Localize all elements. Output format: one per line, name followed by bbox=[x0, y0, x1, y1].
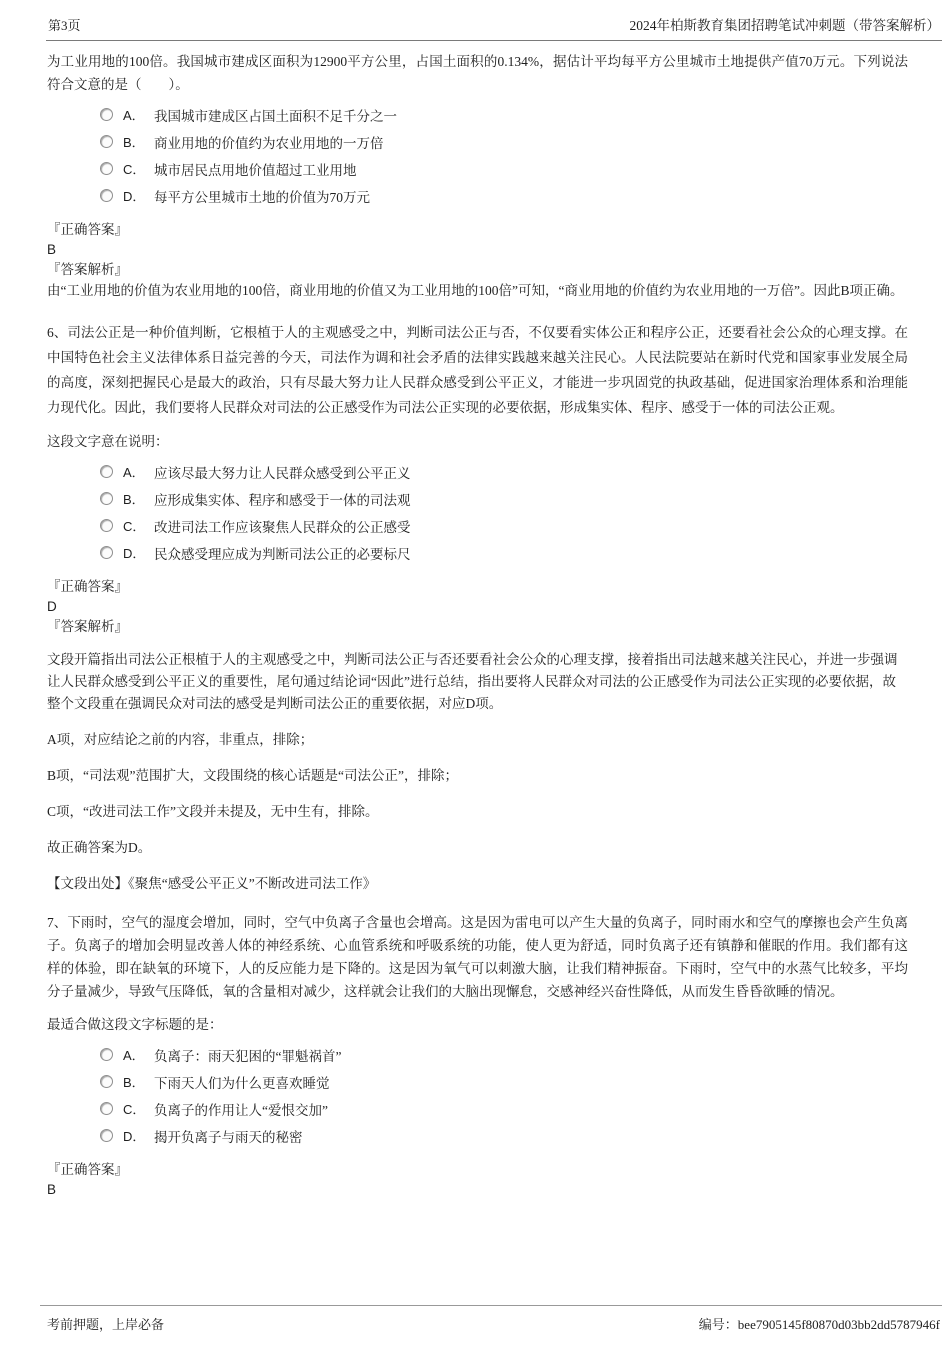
option-text: 应该尽最大努力让人民群众感受到公平正义 bbox=[154, 465, 411, 481]
question-6-analysis bbox=[47, 649, 908, 895]
footer-serial bbox=[699, 1314, 940, 1333]
analysis-paragraph: 文段开篇指出司法公正根植于人的主观感受之中，判断司法公正与否还要看社会公众的心理支撑，接着指出司法越来越关注民心，并进一步强调让人民群众感受到公平正义的重要性，尾句通过结论词“因此”进行总结，指出要将人民群众对司法的公正感受作为司法公正实现的必要依据，故整个文段重在强调民众对司法的感受是判断司法公正的重要依据，对应D项。 bbox=[47, 652, 898, 711]
option-label: C． bbox=[123, 519, 146, 534]
page-header bbox=[46, 0, 942, 41]
question-6-options bbox=[100, 458, 908, 566]
question-7-text: 7、下雨时，空气的湿度会增加，同时，空气中负离子含量也会增高。这是因为雷电可以产生大量的负离子，同时雨水和空气的摩擦也会产生负离子。负离子的增加会明显改善人体的神经系统、心血管系统和呼吸系统的功能，使人更为舒适，同时负离子还有镇静和催眠的作用。我们都有这样的体验，即在缺氧的环境下，人的反应能力是下降的。这是因为氧气可以刺激大脑，让我们精神振奋。下雨时，空气中的水蒸气比较多，平均分子量减少，导致气压降低，氧的含量相对减少，这样就会让我们的大脑出现懈怠，交感神经兴奋性降低，从而发生昏昏欲睡的情况。 bbox=[47, 915, 908, 999]
option-label: B． bbox=[123, 1075, 145, 1090]
option-row bbox=[100, 1041, 908, 1068]
option-row bbox=[100, 1122, 908, 1149]
option-text: 应形成集实体、程序和感受于一体的司法观 bbox=[154, 492, 411, 508]
option-text: 商业用地的价值约为农业用地的一万倍 bbox=[154, 135, 384, 151]
option-label: A． bbox=[123, 108, 145, 123]
analysis-label: 『答案解析』 bbox=[47, 262, 128, 277]
correct-answer-value: B bbox=[47, 1182, 57, 1197]
correct-answer-value: B bbox=[47, 242, 57, 257]
option-text: 下雨天人们为什么更喜欢睡觉 bbox=[154, 1075, 330, 1091]
option-text: 揭开负离子与雨天的秘密 bbox=[154, 1129, 303, 1145]
option-label: D． bbox=[123, 546, 146, 561]
correct-answer-value: D bbox=[47, 599, 57, 614]
correct-answer-label: 『正确答案』 bbox=[47, 579, 128, 594]
radio-icon[interactable] bbox=[100, 162, 113, 175]
document-title: 2024年柏斯教育集团招聘笔试冲刺题（带答案解析） bbox=[629, 18, 940, 33]
option-text: 改进司法工作应该聚焦人民群众的公正感受 bbox=[154, 519, 411, 535]
question-5-options bbox=[100, 101, 908, 209]
option-label: A． bbox=[123, 465, 145, 480]
option-text: 负离子：雨天犯困的“罪魁祸首” bbox=[154, 1048, 342, 1064]
option-label: D． bbox=[123, 1129, 146, 1144]
page-footer bbox=[40, 1305, 942, 1333]
correct-answer-label: 『正确答案』 bbox=[47, 222, 128, 237]
radio-icon[interactable] bbox=[100, 1129, 113, 1142]
analysis-label: 『答案解析』 bbox=[47, 619, 128, 634]
option-row bbox=[100, 101, 908, 128]
option-row bbox=[100, 1095, 908, 1122]
option-label: B． bbox=[123, 492, 145, 507]
option-text: 每平方公里城市土地的价值为70万元 bbox=[154, 189, 370, 205]
radio-icon[interactable] bbox=[100, 108, 113, 121]
radio-icon[interactable] bbox=[100, 519, 113, 532]
option-text: 民众感受理应成为判断司法公正的必要标尺 bbox=[154, 546, 411, 562]
question-5-intro: 为工业用地的100倍。我国城市建成区面积为12900平方公里，占国土面积的0.134%，据估计平均每平方公里城市土地提供产值70万元。下列说法符合文意的是（ ）。 bbox=[47, 54, 908, 92]
option-text: 我国城市建成区占国土面积不足千分之一 bbox=[154, 108, 397, 124]
option-row bbox=[100, 485, 908, 512]
source-reference: 【文段出处】《聚焦“感受公平正义”不断改进司法工作》 bbox=[47, 876, 377, 891]
page-content bbox=[47, 50, 908, 1200]
option-label: C． bbox=[123, 162, 146, 177]
page-number: 第3页 bbox=[48, 18, 81, 33]
option-row bbox=[100, 458, 908, 485]
analysis-paragraph: 故正确答案为D。 bbox=[47, 840, 152, 855]
analysis-paragraph: B项，“司法观”范围扩大，文段围绕的核心话题是“司法公正”，排除； bbox=[47, 768, 458, 783]
option-row bbox=[100, 539, 908, 566]
option-row bbox=[100, 512, 908, 539]
option-label: D． bbox=[123, 189, 146, 204]
footer-slogan: 考前押题，上岸必备 bbox=[47, 1317, 165, 1332]
radio-icon[interactable] bbox=[100, 1048, 113, 1061]
question-6-text: 6、司法公正是一种价值判断，它根植于人的主观感受之中，判断司法公正与否，不仅要看实体公正和程序公正，还要看社会公众的心理支撑。在中国特色社会主义法律体系日益完善的今天，司法作为调和社会矛盾的法律实践越来越关注民心。人民法院要站在新时代党和国家事业发展全局的高度，深刻把握民心是最大的政治，只有尽最大努力让人民群众感受到公平正义，才能进一步巩固党的执政基础，促进国家治理体系和治理能力现代化。因此，我们要将人民群众对司法的公正感受作为司法公正实现的必要依据，形成集实体、程序、感受于一体的司法公正观。 bbox=[47, 325, 908, 415]
serial-label: 编号： bbox=[698, 1317, 738, 1332]
option-label: B． bbox=[123, 135, 145, 150]
correct-answer-label: 『正确答案』 bbox=[47, 1162, 128, 1177]
option-text: 负离子的作用让人“爱恨交加” bbox=[154, 1102, 328, 1118]
option-row bbox=[100, 128, 908, 155]
option-row bbox=[100, 155, 908, 182]
radio-icon[interactable] bbox=[100, 135, 113, 148]
question-7-prompt: 最适合做这段文字标题的是： bbox=[47, 1017, 223, 1032]
question-6-prompt: 这段文字意在说明： bbox=[47, 434, 169, 449]
radio-icon[interactable] bbox=[100, 1102, 113, 1115]
option-row bbox=[100, 1068, 908, 1095]
analysis-paragraph: A项，对应结论之前的内容，非重点，排除； bbox=[47, 732, 314, 747]
radio-icon[interactable] bbox=[100, 492, 113, 505]
serial-value: bee7905145f80870d03bb2dd5787946f bbox=[737, 1317, 940, 1332]
question-7-options bbox=[100, 1041, 908, 1149]
analysis-paragraph: C项，“改进司法工作”文段并未提及，无中生有，排除。 bbox=[47, 804, 379, 819]
radio-icon[interactable] bbox=[100, 465, 113, 478]
option-text: 城市居民点用地价值超过工业用地 bbox=[154, 162, 357, 178]
option-row bbox=[100, 182, 908, 209]
radio-icon[interactable] bbox=[100, 1075, 113, 1088]
radio-icon[interactable] bbox=[100, 189, 113, 202]
question-5-analysis: 由“工业用地的价值为农业用地的100倍，商业用地的价值又为工业用地的100倍”可知，“商业用地的价值约为农业用地的一万倍”。因此B项正确。 bbox=[47, 283, 904, 298]
option-label: C． bbox=[123, 1102, 146, 1117]
option-label: A． bbox=[123, 1048, 145, 1063]
radio-icon[interactable] bbox=[100, 546, 113, 559]
